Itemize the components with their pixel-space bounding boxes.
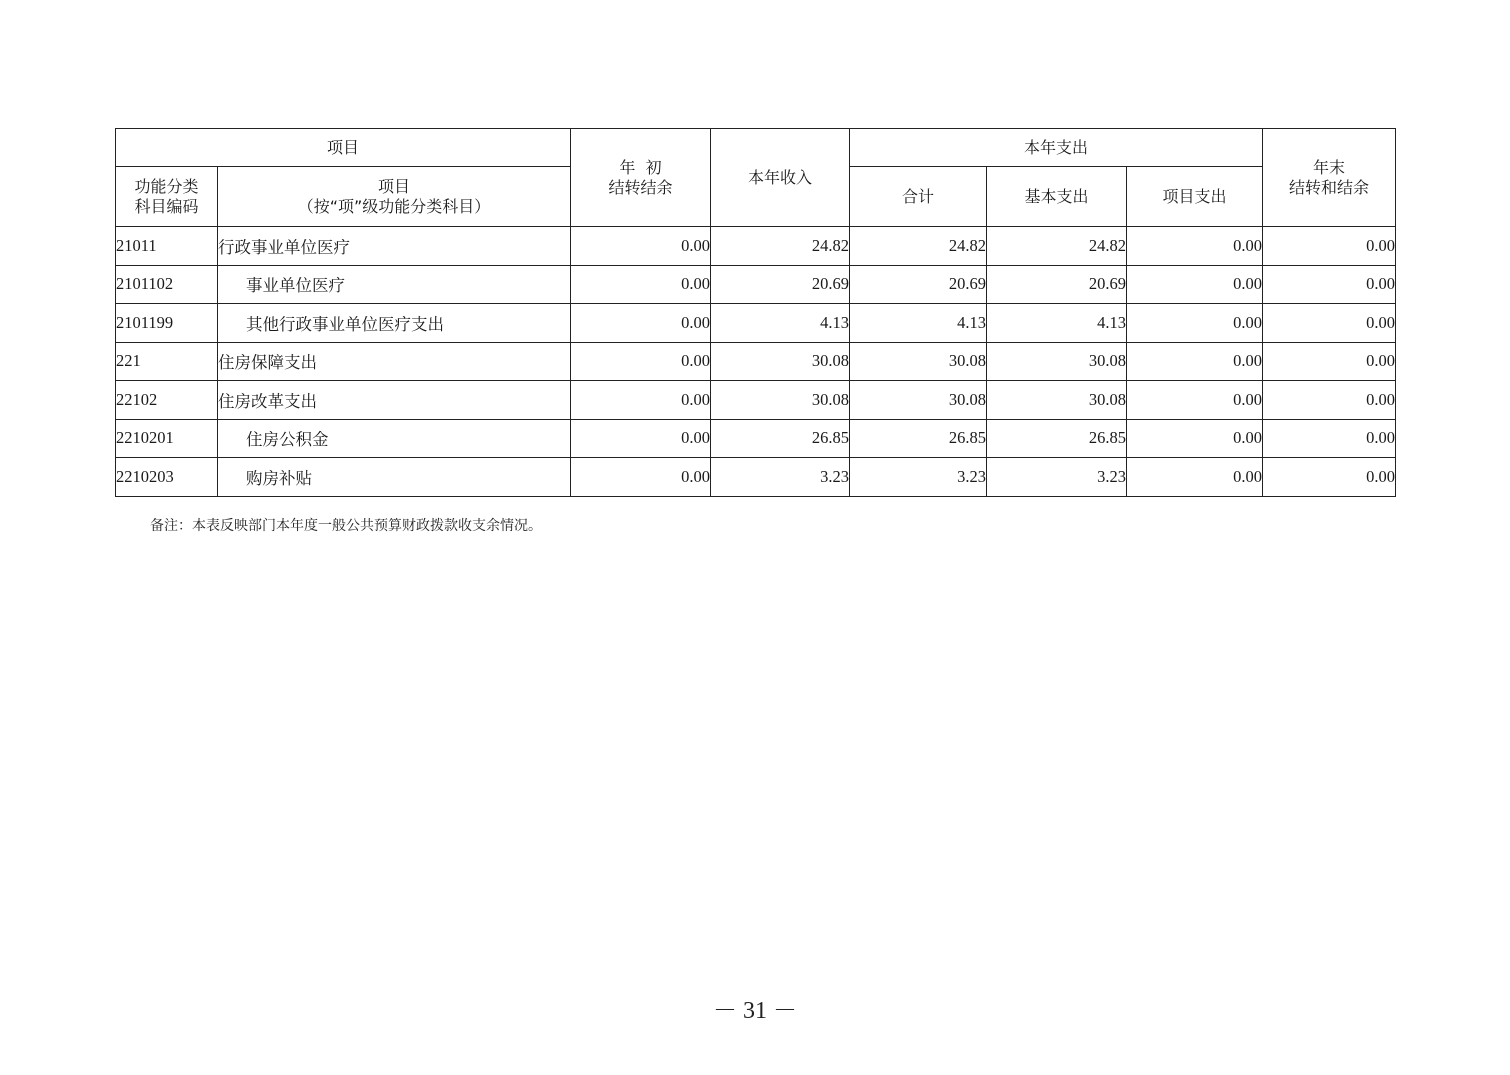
header-total: 合计: [850, 167, 987, 227]
row-income: 26.85: [711, 419, 850, 458]
row-total: 26.85: [850, 419, 987, 458]
header-opening-line1: 年 初: [619, 157, 662, 177]
row-basic: 24.82: [987, 227, 1127, 266]
row-closing: 0.00: [1263, 227, 1396, 266]
row-project: 0.00: [1127, 304, 1263, 343]
row-opening: 0.00: [571, 265, 711, 304]
header-code-line1: 功能分类: [134, 176, 199, 196]
row-name: 住房改革支出: [218, 381, 571, 420]
row-basic: 3.23: [987, 458, 1127, 497]
row-closing: 0.00: [1263, 419, 1396, 458]
row-project: 0.00: [1127, 419, 1263, 458]
table-row: [116, 381, 1396, 420]
budget-table: [115, 128, 1396, 497]
row-name: 购房补贴: [218, 458, 571, 497]
row-income: 30.08: [711, 381, 850, 420]
header-expense-group: 本年支出: [850, 129, 1263, 167]
row-basic: 20.69: [987, 265, 1127, 304]
row-income: 3.23: [711, 458, 850, 497]
row-project: 0.00: [1127, 265, 1263, 304]
row-total: 4.13: [850, 304, 987, 343]
header-item: [218, 167, 571, 227]
budget-table-container: [115, 128, 1395, 497]
row-closing: 0.00: [1263, 265, 1396, 304]
row-total: 30.08: [850, 381, 987, 420]
header-item-line2: （按“项”级功能分类科目）: [297, 196, 491, 216]
row-code: 2210203: [116, 458, 218, 497]
row-income: 20.69: [711, 265, 850, 304]
row-total: 3.23: [850, 458, 987, 497]
header-project-group: 项目: [116, 129, 571, 167]
row-project: 0.00: [1127, 342, 1263, 381]
row-code: 21011: [116, 227, 218, 266]
row-code: 221: [116, 342, 218, 381]
row-closing: 0.00: [1263, 304, 1396, 343]
row-name: 其他行政事业单位医疗支出: [218, 304, 571, 343]
table-row: [116, 304, 1396, 343]
header-function-code: [116, 167, 218, 227]
row-name: 事业单位医疗: [218, 265, 571, 304]
header-project-expense: 项目支出: [1127, 167, 1263, 227]
header-opening-balance: [571, 129, 711, 227]
header-code-line2: 科目编码: [134, 196, 199, 216]
row-income: 30.08: [711, 342, 850, 381]
row-income: 24.82: [711, 227, 850, 266]
header-closing-line2: 结转和结余: [1289, 177, 1370, 197]
row-total: 24.82: [850, 227, 987, 266]
row-project: 0.00: [1127, 227, 1263, 266]
row-name: 行政事业单位医疗: [218, 227, 571, 266]
row-closing: 0.00: [1263, 458, 1396, 497]
row-basic: 26.85: [987, 419, 1127, 458]
row-basic: 30.08: [987, 342, 1127, 381]
row-project: 0.00: [1127, 381, 1263, 420]
row-code: 22102: [116, 381, 218, 420]
row-code: 2101102: [116, 265, 218, 304]
row-name: 住房保障支出: [218, 342, 571, 381]
row-total: 30.08: [850, 342, 987, 381]
header-basic-expense: 基本支出: [987, 167, 1127, 227]
row-opening: 0.00: [571, 381, 711, 420]
table-row: [116, 227, 1396, 266]
page-number: － 31 －: [713, 998, 797, 1024]
row-closing: 0.00: [1263, 381, 1396, 420]
row-basic: 30.08: [987, 381, 1127, 420]
row-basic: 4.13: [987, 304, 1127, 343]
table-footnote: 备注：本表反映部门本年度一般公共预算财政拨款收支余情况。: [150, 518, 542, 534]
row-name: 住房公积金: [218, 419, 571, 458]
table-row: [116, 419, 1396, 458]
header-item-line1: 项目: [378, 176, 411, 196]
row-opening: 0.00: [571, 227, 711, 266]
row-project: 0.00: [1127, 458, 1263, 497]
row-opening: 0.00: [571, 304, 711, 343]
row-opening: 0.00: [571, 458, 711, 497]
row-opening: 0.00: [571, 342, 711, 381]
row-code: 2101199: [116, 304, 218, 343]
header-opening-line2: 结转结余: [608, 177, 673, 197]
header-closing-line1: 年末: [1313, 157, 1346, 177]
row-closing: 0.00: [1263, 342, 1396, 381]
header-income: 本年收入: [711, 129, 850, 227]
row-code: 2210201: [116, 419, 218, 458]
row-opening: 0.00: [571, 419, 711, 458]
row-total: 20.69: [850, 265, 987, 304]
table-row: [116, 342, 1396, 381]
row-income: 4.13: [711, 304, 850, 343]
header-closing-balance: [1263, 129, 1396, 227]
table-row: [116, 458, 1396, 497]
table-row: [116, 265, 1396, 304]
